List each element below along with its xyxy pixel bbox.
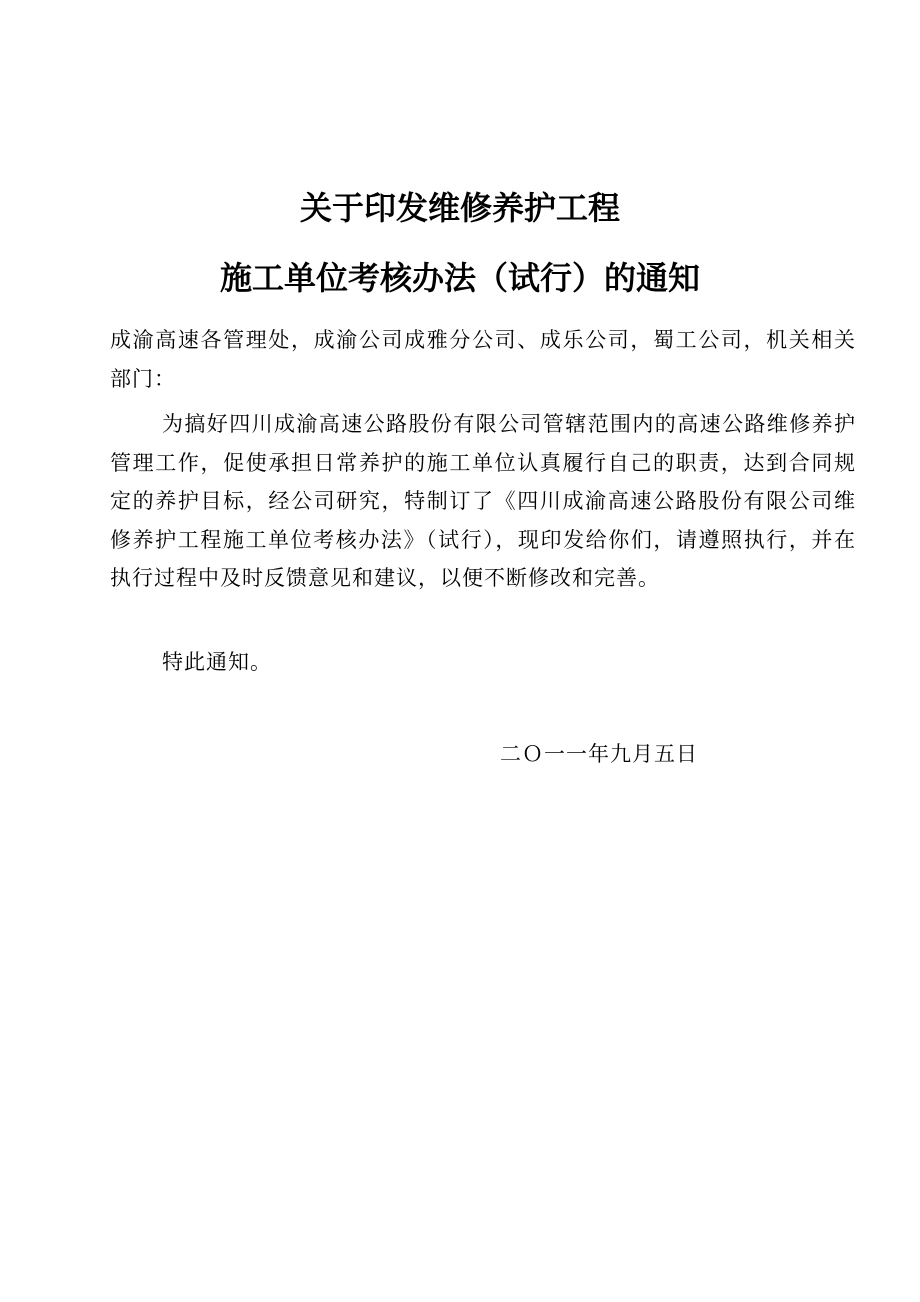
document-title-line-2: 施工单位考核办法（试行）的通知	[219, 259, 700, 297]
addressee-text: 成渝高速各管理处，成渝公司成雅分公司、成乐公司，蜀工公司，机关相关部门：	[110, 328, 856, 391]
issue-date: 二Ｏ一一年九月五日	[500, 742, 698, 766]
closing-text: 特此通知。	[162, 650, 272, 674]
body-paragraph: 为搞好四川成渝高速公路股份有限公司管辖范围内的高速公路维修养护管理工作，促使承担日常养护的施工单位认真履行自己的职责，达到合同规定的养护目标，经公司研究，特制订了《四川成渝高速公路股份有限公司维修养护工程施工单位考核办法》（试行），现印发给你们，请遵照执行，并在执行过程中及时反馈意见和建议，以便不断修改和完善。	[110, 412, 856, 590]
document-title-line-1: 关于印发维修养护工程	[299, 189, 620, 227]
